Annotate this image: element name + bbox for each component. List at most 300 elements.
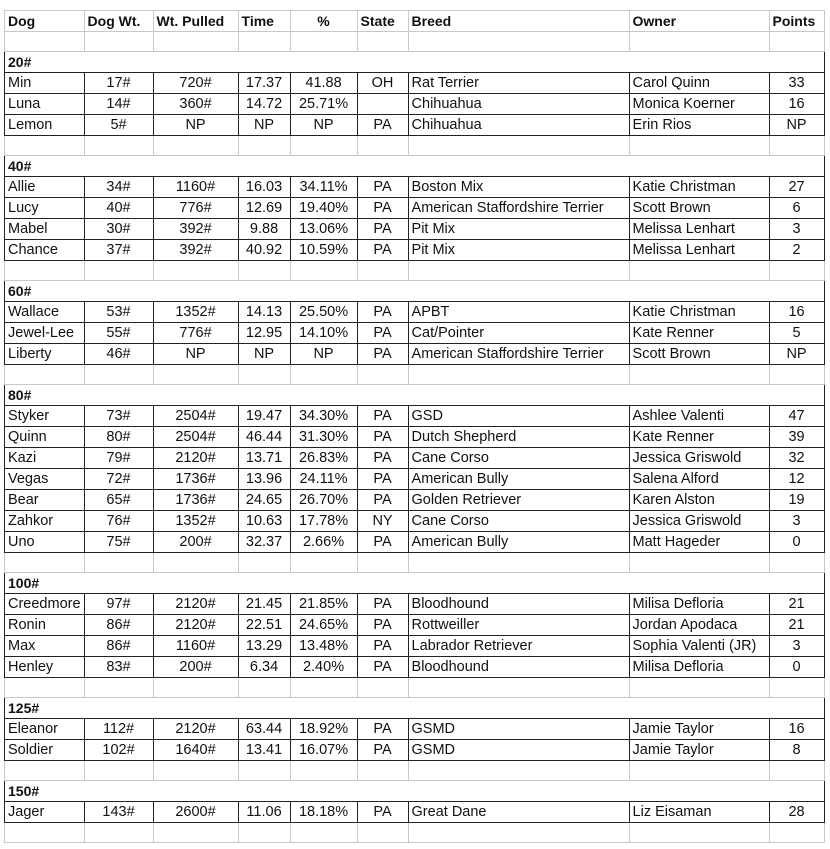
cell-dog-weight[interactable]: 143# bbox=[84, 802, 153, 823]
cell-owner[interactable]: Jamie Taylor bbox=[629, 719, 769, 740]
empty-cell[interactable] bbox=[629, 823, 769, 843]
cell-breed[interactable]: Pit Mix bbox=[408, 240, 629, 261]
cell-breed[interactable]: GSMD bbox=[408, 719, 629, 740]
cell-percent[interactable]: 13.48% bbox=[290, 636, 357, 657]
cell-weight-pulled[interactable]: 2120# bbox=[153, 448, 238, 469]
header-breed[interactable]: Breed bbox=[408, 11, 629, 32]
cell-time[interactable]: 21.45 bbox=[238, 594, 290, 615]
empty-cell[interactable] bbox=[84, 678, 153, 698]
empty-cell[interactable] bbox=[153, 365, 238, 385]
empty-cell[interactable] bbox=[769, 761, 824, 781]
cell-state[interactable]: OH bbox=[357, 73, 408, 94]
cell-percent[interactable]: 21.85% bbox=[290, 594, 357, 615]
cell-time[interactable]: 63.44 bbox=[238, 719, 290, 740]
cell-percent[interactable]: 17.78% bbox=[290, 511, 357, 532]
cell-state[interactable]: PA bbox=[357, 740, 408, 761]
cell-owner[interactable]: Jordan Apodaca bbox=[629, 615, 769, 636]
cell-dog-weight[interactable]: 112# bbox=[84, 719, 153, 740]
empty-cell[interactable] bbox=[629, 261, 769, 281]
empty-cell[interactable] bbox=[629, 365, 769, 385]
cell-points[interactable]: 3 bbox=[769, 636, 824, 657]
empty-cell[interactable] bbox=[629, 761, 769, 781]
cell-weight-pulled[interactable]: 2120# bbox=[153, 594, 238, 615]
cell-points[interactable]: 16 bbox=[769, 302, 824, 323]
empty-cell[interactable] bbox=[629, 32, 769, 52]
cell-breed[interactable]: Labrador Retriever bbox=[408, 636, 629, 657]
cell-weight-pulled[interactable]: 1640# bbox=[153, 740, 238, 761]
empty-cell[interactable] bbox=[357, 32, 408, 52]
cell-time[interactable]: 13.71 bbox=[238, 448, 290, 469]
cell-owner[interactable]: Monica Koerner bbox=[629, 94, 769, 115]
cell-state[interactable]: PA bbox=[357, 636, 408, 657]
cell-state[interactable]: PA bbox=[357, 469, 408, 490]
cell-dog[interactable]: Creedmore bbox=[5, 594, 85, 615]
empty-cell[interactable] bbox=[153, 553, 238, 573]
weight-class-label[interactable]: 60# bbox=[5, 281, 825, 302]
cell-dog-weight[interactable]: 86# bbox=[84, 636, 153, 657]
cell-dog[interactable]: Bear bbox=[5, 490, 85, 511]
cell-weight-pulled[interactable]: 200# bbox=[153, 657, 238, 678]
cell-dog-weight[interactable]: 30# bbox=[84, 219, 153, 240]
cell-percent[interactable]: 16.07% bbox=[290, 740, 357, 761]
empty-cell[interactable] bbox=[769, 823, 824, 843]
cell-state[interactable]: PA bbox=[357, 427, 408, 448]
empty-cell[interactable] bbox=[408, 553, 629, 573]
cell-percent[interactable]: NP bbox=[290, 344, 357, 365]
cell-dog[interactable]: Uno bbox=[5, 532, 85, 553]
empty-cell[interactable] bbox=[290, 553, 357, 573]
cell-dog[interactable]: Eleanor bbox=[5, 719, 85, 740]
empty-cell[interactable] bbox=[84, 32, 153, 52]
header-weight-pulled[interactable]: Wt. Pulled bbox=[153, 11, 238, 32]
cell-weight-pulled[interactable]: 776# bbox=[153, 198, 238, 219]
cell-points[interactable]: 47 bbox=[769, 406, 824, 427]
cell-points[interactable]: 39 bbox=[769, 427, 824, 448]
cell-time[interactable]: 13.41 bbox=[238, 740, 290, 761]
cell-dog[interactable]: Lemon bbox=[5, 115, 85, 136]
cell-time[interactable]: 19.47 bbox=[238, 406, 290, 427]
cell-owner[interactable]: Kate Renner bbox=[629, 323, 769, 344]
cell-dog[interactable]: Vegas bbox=[5, 469, 85, 490]
cell-points[interactable]: 8 bbox=[769, 740, 824, 761]
cell-time[interactable]: 22.51 bbox=[238, 615, 290, 636]
cell-percent[interactable]: 18.92% bbox=[290, 719, 357, 740]
cell-dog-weight[interactable]: 79# bbox=[84, 448, 153, 469]
weight-class-label[interactable]: 40# bbox=[5, 156, 825, 177]
cell-owner[interactable]: Matt Hageder bbox=[629, 532, 769, 553]
cell-breed[interactable]: American Bully bbox=[408, 469, 629, 490]
header-owner[interactable]: Owner bbox=[629, 11, 769, 32]
cell-state[interactable]: PA bbox=[357, 615, 408, 636]
cell-dog[interactable]: Ronin bbox=[5, 615, 85, 636]
header-percent[interactable]: % bbox=[290, 11, 357, 32]
cell-weight-pulled[interactable]: 392# bbox=[153, 240, 238, 261]
header-dog[interactable]: Dog bbox=[5, 11, 85, 32]
cell-dog[interactable]: Henley bbox=[5, 657, 85, 678]
cell-time[interactable]: 24.65 bbox=[238, 490, 290, 511]
cell-dog-weight[interactable]: 46# bbox=[84, 344, 153, 365]
cell-dog[interactable]: Jewel-Lee bbox=[5, 323, 85, 344]
cell-state[interactable]: PA bbox=[357, 344, 408, 365]
empty-cell[interactable] bbox=[629, 678, 769, 698]
cell-owner[interactable]: Karen Alston bbox=[629, 490, 769, 511]
cell-percent[interactable]: 41.88 bbox=[290, 73, 357, 94]
empty-cell[interactable] bbox=[629, 136, 769, 156]
cell-weight-pulled[interactable]: 2504# bbox=[153, 427, 238, 448]
cell-dog-weight[interactable]: 53# bbox=[84, 302, 153, 323]
cell-percent[interactable]: 31.30% bbox=[290, 427, 357, 448]
cell-dog[interactable]: Soldier bbox=[5, 740, 85, 761]
cell-dog-weight[interactable]: 55# bbox=[84, 323, 153, 344]
cell-weight-pulled[interactable]: NP bbox=[153, 344, 238, 365]
cell-dog[interactable]: Liberty bbox=[5, 344, 85, 365]
cell-weight-pulled[interactable]: 2120# bbox=[153, 719, 238, 740]
empty-cell[interactable] bbox=[5, 136, 85, 156]
cell-time[interactable]: 14.72 bbox=[238, 94, 290, 115]
cell-percent[interactable]: 14.10% bbox=[290, 323, 357, 344]
cell-breed[interactable]: American Bully bbox=[408, 532, 629, 553]
cell-points[interactable]: 3 bbox=[769, 511, 824, 532]
empty-cell[interactable] bbox=[357, 823, 408, 843]
cell-state[interactable]: PA bbox=[357, 240, 408, 261]
empty-cell[interactable] bbox=[153, 761, 238, 781]
cell-owner[interactable]: Carol Quinn bbox=[629, 73, 769, 94]
cell-state[interactable]: PA bbox=[357, 323, 408, 344]
cell-dog-weight[interactable]: 17# bbox=[84, 73, 153, 94]
cell-state[interactable]: NY bbox=[357, 511, 408, 532]
cell-time[interactable]: 16.03 bbox=[238, 177, 290, 198]
empty-cell[interactable] bbox=[769, 365, 824, 385]
cell-breed[interactable]: APBT bbox=[408, 302, 629, 323]
cell-owner[interactable]: Ashlee Valenti bbox=[629, 406, 769, 427]
cell-weight-pulled[interactable]: 1736# bbox=[153, 490, 238, 511]
cell-breed[interactable]: Cane Corso bbox=[408, 511, 629, 532]
empty-cell[interactable] bbox=[408, 823, 629, 843]
cell-points[interactable]: NP bbox=[769, 344, 824, 365]
cell-points[interactable]: 2 bbox=[769, 240, 824, 261]
empty-cell[interactable] bbox=[357, 761, 408, 781]
empty-cell[interactable] bbox=[357, 553, 408, 573]
cell-points[interactable]: 12 bbox=[769, 469, 824, 490]
empty-cell[interactable] bbox=[84, 365, 153, 385]
empty-cell[interactable] bbox=[153, 32, 238, 52]
cell-breed[interactable]: American Staffordshire Terrier bbox=[408, 198, 629, 219]
header-time[interactable]: Time bbox=[238, 11, 290, 32]
cell-owner[interactable]: Scott Brown bbox=[629, 198, 769, 219]
cell-percent[interactable]: 24.11% bbox=[290, 469, 357, 490]
empty-cell[interactable] bbox=[153, 678, 238, 698]
cell-state[interactable]: PA bbox=[357, 448, 408, 469]
cell-dog-weight[interactable]: 40# bbox=[84, 198, 153, 219]
cell-time[interactable]: 13.96 bbox=[238, 469, 290, 490]
cell-breed[interactable]: Cat/Pointer bbox=[408, 323, 629, 344]
cell-points[interactable]: 0 bbox=[769, 532, 824, 553]
cell-owner[interactable]: Katie Christman bbox=[629, 302, 769, 323]
empty-cell[interactable] bbox=[408, 136, 629, 156]
cell-time[interactable]: 32.37 bbox=[238, 532, 290, 553]
cell-state[interactable]: PA bbox=[357, 177, 408, 198]
cell-percent[interactable]: 13.06% bbox=[290, 219, 357, 240]
cell-state[interactable]: PA bbox=[357, 198, 408, 219]
empty-cell[interactable] bbox=[84, 136, 153, 156]
cell-owner[interactable]: Liz Eisaman bbox=[629, 802, 769, 823]
empty-cell[interactable] bbox=[238, 136, 290, 156]
cell-percent[interactable]: 26.83% bbox=[290, 448, 357, 469]
empty-cell[interactable] bbox=[5, 32, 85, 52]
header-dog-weight[interactable]: Dog Wt. bbox=[84, 11, 153, 32]
cell-percent[interactable]: 34.11% bbox=[290, 177, 357, 198]
cell-weight-pulled[interactable]: 1352# bbox=[153, 511, 238, 532]
cell-dog[interactable]: Max bbox=[5, 636, 85, 657]
cell-owner[interactable]: Milisa Defloria bbox=[629, 657, 769, 678]
cell-dog-weight[interactable]: 75# bbox=[84, 532, 153, 553]
cell-owner[interactable]: Salena Alford bbox=[629, 469, 769, 490]
cell-percent[interactable]: NP bbox=[290, 115, 357, 136]
cell-percent[interactable]: 18.18% bbox=[290, 802, 357, 823]
empty-cell[interactable] bbox=[238, 32, 290, 52]
cell-dog[interactable]: Luna bbox=[5, 94, 85, 115]
cell-weight-pulled[interactable]: 776# bbox=[153, 323, 238, 344]
cell-breed[interactable]: Great Dane bbox=[408, 802, 629, 823]
cell-dog-weight[interactable]: 73# bbox=[84, 406, 153, 427]
empty-cell[interactable] bbox=[238, 553, 290, 573]
cell-percent[interactable]: 25.50% bbox=[290, 302, 357, 323]
cell-weight-pulled[interactable]: NP bbox=[153, 115, 238, 136]
empty-cell[interactable] bbox=[290, 261, 357, 281]
empty-cell[interactable] bbox=[84, 823, 153, 843]
weight-class-label[interactable]: 20# bbox=[5, 52, 825, 73]
cell-owner[interactable]: Jamie Taylor bbox=[629, 740, 769, 761]
empty-cell[interactable] bbox=[238, 761, 290, 781]
cell-dog-weight[interactable]: 5# bbox=[84, 115, 153, 136]
empty-cell[interactable] bbox=[408, 678, 629, 698]
empty-cell[interactable] bbox=[84, 761, 153, 781]
cell-dog-weight[interactable]: 80# bbox=[84, 427, 153, 448]
cell-state[interactable]: PA bbox=[357, 802, 408, 823]
cell-owner[interactable]: Katie Christman bbox=[629, 177, 769, 198]
cell-breed[interactable]: Rat Terrier bbox=[408, 73, 629, 94]
empty-cell[interactable] bbox=[408, 365, 629, 385]
empty-cell[interactable] bbox=[153, 261, 238, 281]
cell-time[interactable]: 12.69 bbox=[238, 198, 290, 219]
header-points[interactable]: Points bbox=[769, 11, 824, 32]
empty-cell[interactable] bbox=[5, 365, 85, 385]
weight-class-label[interactable]: 125# bbox=[5, 698, 825, 719]
empty-cell[interactable] bbox=[357, 136, 408, 156]
empty-cell[interactable] bbox=[357, 261, 408, 281]
cell-breed[interactable]: GSD bbox=[408, 406, 629, 427]
cell-owner[interactable]: Sophia Valenti (JR) bbox=[629, 636, 769, 657]
cell-state[interactable]: PA bbox=[357, 302, 408, 323]
cell-points[interactable]: 16 bbox=[769, 719, 824, 740]
cell-time[interactable]: 13.29 bbox=[238, 636, 290, 657]
cell-points[interactable]: 32 bbox=[769, 448, 824, 469]
empty-cell[interactable] bbox=[153, 823, 238, 843]
cell-time[interactable]: 46.44 bbox=[238, 427, 290, 448]
cell-dog-weight[interactable]: 72# bbox=[84, 469, 153, 490]
cell-points[interactable]: 16 bbox=[769, 94, 824, 115]
cell-percent[interactable]: 26.70% bbox=[290, 490, 357, 511]
cell-weight-pulled[interactable]: 720# bbox=[153, 73, 238, 94]
cell-percent[interactable]: 2.40% bbox=[290, 657, 357, 678]
cell-dog-weight[interactable]: 102# bbox=[84, 740, 153, 761]
weight-class-label[interactable]: 100# bbox=[5, 573, 825, 594]
empty-cell[interactable] bbox=[5, 261, 85, 281]
empty-cell[interactable] bbox=[769, 678, 824, 698]
cell-state[interactable]: PA bbox=[357, 219, 408, 240]
empty-cell[interactable] bbox=[408, 261, 629, 281]
cell-state[interactable] bbox=[357, 94, 408, 115]
cell-percent[interactable]: 19.40% bbox=[290, 198, 357, 219]
empty-cell[interactable] bbox=[629, 553, 769, 573]
cell-state[interactable]: PA bbox=[357, 406, 408, 427]
cell-points[interactable]: 19 bbox=[769, 490, 824, 511]
cell-breed[interactable]: Bloodhound bbox=[408, 594, 629, 615]
cell-breed[interactable]: Chihuahua bbox=[408, 94, 629, 115]
cell-weight-pulled[interactable]: 1736# bbox=[153, 469, 238, 490]
cell-percent[interactable]: 24.65% bbox=[290, 615, 357, 636]
cell-state[interactable]: PA bbox=[357, 594, 408, 615]
cell-owner[interactable]: Erin Rios bbox=[629, 115, 769, 136]
empty-cell[interactable] bbox=[769, 261, 824, 281]
cell-weight-pulled[interactable]: 360# bbox=[153, 94, 238, 115]
cell-points[interactable]: 21 bbox=[769, 615, 824, 636]
header-state[interactable]: State bbox=[357, 11, 408, 32]
empty-cell[interactable] bbox=[408, 761, 629, 781]
cell-breed[interactable]: Dutch Shepherd bbox=[408, 427, 629, 448]
empty-cell[interactable] bbox=[290, 32, 357, 52]
cell-dog[interactable]: Chance bbox=[5, 240, 85, 261]
cell-points[interactable]: 3 bbox=[769, 219, 824, 240]
cell-breed[interactable]: Golden Retriever bbox=[408, 490, 629, 511]
empty-cell[interactable] bbox=[5, 678, 85, 698]
cell-time[interactable]: 6.34 bbox=[238, 657, 290, 678]
cell-breed[interactable]: American Staffordshire Terrier bbox=[408, 344, 629, 365]
cell-percent[interactable]: 10.59% bbox=[290, 240, 357, 261]
cell-percent[interactable]: 2.66% bbox=[290, 532, 357, 553]
empty-cell[interactable] bbox=[84, 261, 153, 281]
cell-points[interactable]: NP bbox=[769, 115, 824, 136]
cell-owner[interactable]: Scott Brown bbox=[629, 344, 769, 365]
empty-cell[interactable] bbox=[84, 553, 153, 573]
cell-weight-pulled[interactable]: 1352# bbox=[153, 302, 238, 323]
cell-owner[interactable]: Jessica Griswold bbox=[629, 448, 769, 469]
cell-dog[interactable]: Zahkor bbox=[5, 511, 85, 532]
cell-weight-pulled[interactable]: 2120# bbox=[153, 615, 238, 636]
empty-cell[interactable] bbox=[769, 136, 824, 156]
cell-time[interactable]: 40.92 bbox=[238, 240, 290, 261]
cell-dog-weight[interactable]: 14# bbox=[84, 94, 153, 115]
cell-state[interactable]: PA bbox=[357, 657, 408, 678]
cell-dog[interactable]: Kazi bbox=[5, 448, 85, 469]
cell-dog-weight[interactable]: 76# bbox=[84, 511, 153, 532]
cell-dog[interactable]: Wallace bbox=[5, 302, 85, 323]
empty-cell[interactable] bbox=[408, 32, 629, 52]
cell-dog-weight[interactable]: 34# bbox=[84, 177, 153, 198]
cell-time[interactable]: NP bbox=[238, 115, 290, 136]
cell-points[interactable]: 27 bbox=[769, 177, 824, 198]
empty-cell[interactable] bbox=[290, 136, 357, 156]
empty-cell[interactable] bbox=[238, 678, 290, 698]
cell-breed[interactable]: Rottweiller bbox=[408, 615, 629, 636]
cell-points[interactable]: 0 bbox=[769, 657, 824, 678]
cell-owner[interactable]: Jessica Griswold bbox=[629, 511, 769, 532]
weight-class-label[interactable]: 80# bbox=[5, 385, 825, 406]
cell-breed[interactable]: GSMD bbox=[408, 740, 629, 761]
empty-cell[interactable] bbox=[290, 365, 357, 385]
cell-points[interactable]: 21 bbox=[769, 594, 824, 615]
cell-points[interactable]: 6 bbox=[769, 198, 824, 219]
cell-weight-pulled[interactable]: 2504# bbox=[153, 406, 238, 427]
cell-time[interactable]: 11.06 bbox=[238, 802, 290, 823]
cell-owner[interactable]: Melissa Lenhart bbox=[629, 240, 769, 261]
cell-dog[interactable]: Allie bbox=[5, 177, 85, 198]
cell-dog[interactable]: Styker bbox=[5, 406, 85, 427]
cell-dog-weight[interactable]: 86# bbox=[84, 615, 153, 636]
cell-dog-weight[interactable]: 65# bbox=[84, 490, 153, 511]
empty-cell[interactable] bbox=[153, 136, 238, 156]
cell-time[interactable]: 12.95 bbox=[238, 323, 290, 344]
cell-breed[interactable]: Boston Mix bbox=[408, 177, 629, 198]
cell-owner[interactable]: Kate Renner bbox=[629, 427, 769, 448]
empty-cell[interactable] bbox=[290, 823, 357, 843]
empty-cell[interactable] bbox=[238, 823, 290, 843]
cell-dog-weight[interactable]: 83# bbox=[84, 657, 153, 678]
cell-time[interactable]: 17.37 bbox=[238, 73, 290, 94]
cell-time[interactable]: NP bbox=[238, 344, 290, 365]
empty-cell[interactable] bbox=[290, 761, 357, 781]
cell-dog-weight[interactable]: 37# bbox=[84, 240, 153, 261]
cell-breed[interactable]: Pit Mix bbox=[408, 219, 629, 240]
cell-breed[interactable]: Chihuahua bbox=[408, 115, 629, 136]
cell-owner[interactable]: Melissa Lenhart bbox=[629, 219, 769, 240]
empty-cell[interactable] bbox=[769, 32, 824, 52]
cell-breed[interactable]: Bloodhound bbox=[408, 657, 629, 678]
cell-owner[interactable]: Milisa Defloria bbox=[629, 594, 769, 615]
empty-cell[interactable] bbox=[5, 761, 85, 781]
cell-points[interactable]: 5 bbox=[769, 323, 824, 344]
empty-cell[interactable] bbox=[290, 678, 357, 698]
cell-breed[interactable]: Cane Corso bbox=[408, 448, 629, 469]
empty-cell[interactable] bbox=[357, 678, 408, 698]
cell-state[interactable]: PA bbox=[357, 490, 408, 511]
cell-weight-pulled[interactable]: 200# bbox=[153, 532, 238, 553]
cell-state[interactable]: PA bbox=[357, 532, 408, 553]
cell-time[interactable]: 14.13 bbox=[238, 302, 290, 323]
cell-time[interactable]: 9.88 bbox=[238, 219, 290, 240]
cell-points[interactable]: 33 bbox=[769, 73, 824, 94]
empty-cell[interactable] bbox=[238, 365, 290, 385]
cell-percent[interactable]: 34.30% bbox=[290, 406, 357, 427]
empty-cell[interactable] bbox=[357, 365, 408, 385]
cell-dog[interactable]: Min bbox=[5, 73, 85, 94]
empty-cell[interactable] bbox=[5, 553, 85, 573]
cell-dog[interactable]: Lucy bbox=[5, 198, 85, 219]
weight-class-label[interactable]: 150# bbox=[5, 781, 825, 802]
cell-weight-pulled[interactable]: 1160# bbox=[153, 636, 238, 657]
cell-dog[interactable]: Mabel bbox=[5, 219, 85, 240]
cell-points[interactable]: 28 bbox=[769, 802, 824, 823]
cell-dog-weight[interactable]: 97# bbox=[84, 594, 153, 615]
empty-cell[interactable] bbox=[238, 261, 290, 281]
cell-state[interactable]: PA bbox=[357, 719, 408, 740]
empty-cell[interactable] bbox=[769, 553, 824, 573]
cell-weight-pulled[interactable]: 2600# bbox=[153, 802, 238, 823]
cell-weight-pulled[interactable]: 392# bbox=[153, 219, 238, 240]
cell-percent[interactable]: 25.71% bbox=[290, 94, 357, 115]
cell-dog[interactable]: Jager bbox=[5, 802, 85, 823]
cell-state[interactable]: PA bbox=[357, 115, 408, 136]
